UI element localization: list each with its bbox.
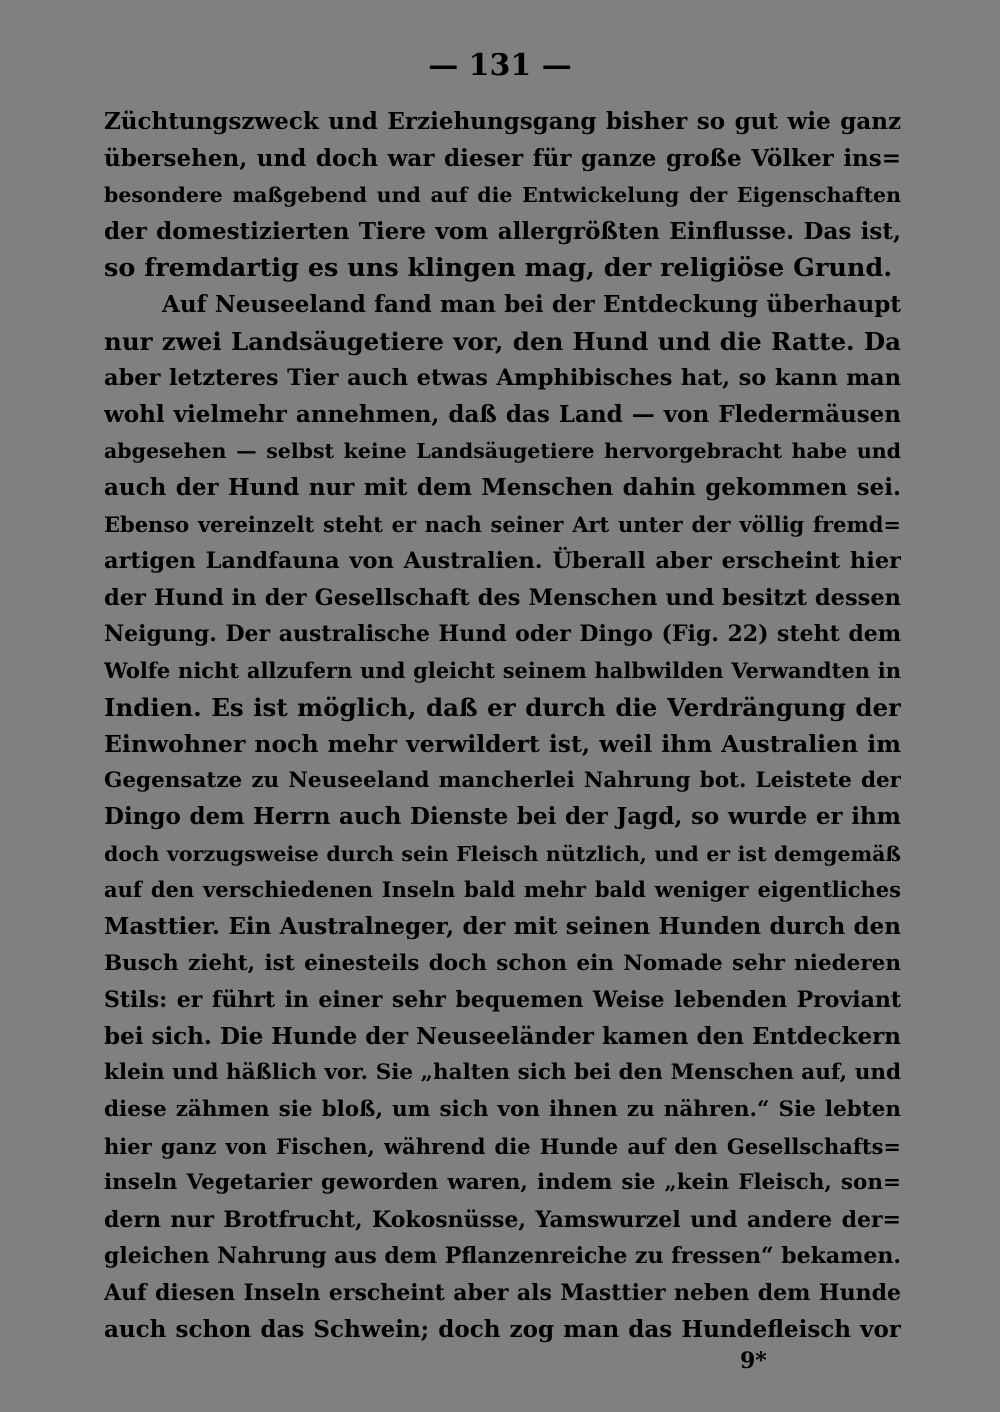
text-line: auch schon das Schwein; doch zog man das Hundefleisch vor: [104, 1315, 901, 1343]
text-line: Ebenso vereinzelt steht er nach seiner Art unter der völlig fremd=: [104, 511, 901, 537]
paragraph-first-line: Auf Neuseeland fand man bei der Entdeckung überhaupt: [162, 290, 901, 318]
text-line: Wolfe nicht allzufern und gleicht seinem halbwilden Verwandten in: [104, 657, 901, 683]
text-line: abgesehen — selbst keine Landsäugetiere hervorgebracht habe und: [104, 439, 901, 464]
text-line: übersehen, und doch war dieser für ganze große Völker ins=: [104, 144, 901, 172]
text-line: wohl vielmehr annehmen, daß das Land — von Fledermäusen: [104, 400, 901, 428]
text-line: Indien. Es ist möglich, daß er durch die Verdrängung der: [104, 692, 901, 722]
text-line: auch der Hund nur mit dem Menschen dahin gekommen sei.: [104, 473, 901, 501]
text-line: klein und häßlich vor. Sie „halten sich bei den Menschen auf, und: [104, 1060, 901, 1086]
text-line: diese zähmen sie bloß, um sich von ihnen zu nähren.“ Sie lebten: [104, 1097, 901, 1123]
text-line: Neigung. Der australische Hund oder Dingo (Fig. 22) steht dem: [104, 621, 901, 648]
signature-mark: 9*: [740, 1348, 767, 1374]
text-line: Masttier. Ein Australneger, der mit seinen Hunden durch den: [104, 913, 901, 941]
text-line: Gegensatze zu Neuseeland mancherlei Nahrung bot. Leistete der: [104, 767, 901, 793]
text-line: besondere maßgebend und auf die Entwickelung der Eigenschaften: [104, 183, 901, 208]
text-line: auf den verschiedenen Inseln bald mehr bald weniger eigentliches: [104, 877, 901, 903]
text-line: so fremdartig es uns klingen mag, der religiöse Grund.: [104, 253, 893, 284]
text-line: der Hund in der Gesellschaft des Menschen und besitzt dessen: [104, 584, 901, 611]
body-text: [104, 104, 901, 1348]
text-line: Auf diesen Inseln erscheint aber als Masttier neben dem Hunde: [104, 1280, 901, 1306]
text-line: Einwohner noch mehr verwildert ist, weil ihm Australien im: [104, 730, 901, 759]
text-line: dern nur Brotfrucht, Kokosnüsse, Yamswurzel und andere der=: [104, 1206, 901, 1233]
text-line: Stils: er führt in einer sehr bequemen Weise lebenden Proviant: [104, 987, 901, 1014]
text-line: artigen Landfauna von Australien. Überall aber erscheint hier: [104, 548, 901, 575]
text-line: nur zwei Landsäugetiere vor, den Hund und die Ratte. Da: [104, 326, 901, 356]
text-line: bei sich. Die Hunde der Neuseeländer kamen den Entdeckern: [104, 1022, 901, 1050]
text-line: Züchtungszweck und Erziehungsgang bisher so gut wie ganz: [104, 108, 901, 135]
text-line: hier ganz von Fischen, während die Hunde auf den Gesellschafts=: [104, 1133, 901, 1159]
text-line: Busch zieht, ist einesteils doch schon ein Nomade sehr niederen: [104, 950, 901, 976]
text-line: doch vorzugsweise durch sein Fleisch nützlich, und er ist demgemäß: [104, 841, 901, 866]
text-line: inseln Vegetarier geworden waren, indem sie „kein Fleisch, son=: [104, 1170, 901, 1196]
page-number-header: — 131 —: [428, 48, 572, 83]
text-line: gleichen Nahrung aus dem Pflanzenreiche zu fressen“ bekamen.: [104, 1243, 901, 1270]
text-line: aber letzteres Tier auch etwas Amphibisches hat, so kann man: [104, 365, 901, 392]
text-line: der domestizierten Tiere vom allergrößten Einflusse. Das ist,: [104, 217, 901, 245]
text-line: Dingo dem Herrn auch Dienste bei der Jagd, so wurde er ihm: [104, 803, 901, 831]
